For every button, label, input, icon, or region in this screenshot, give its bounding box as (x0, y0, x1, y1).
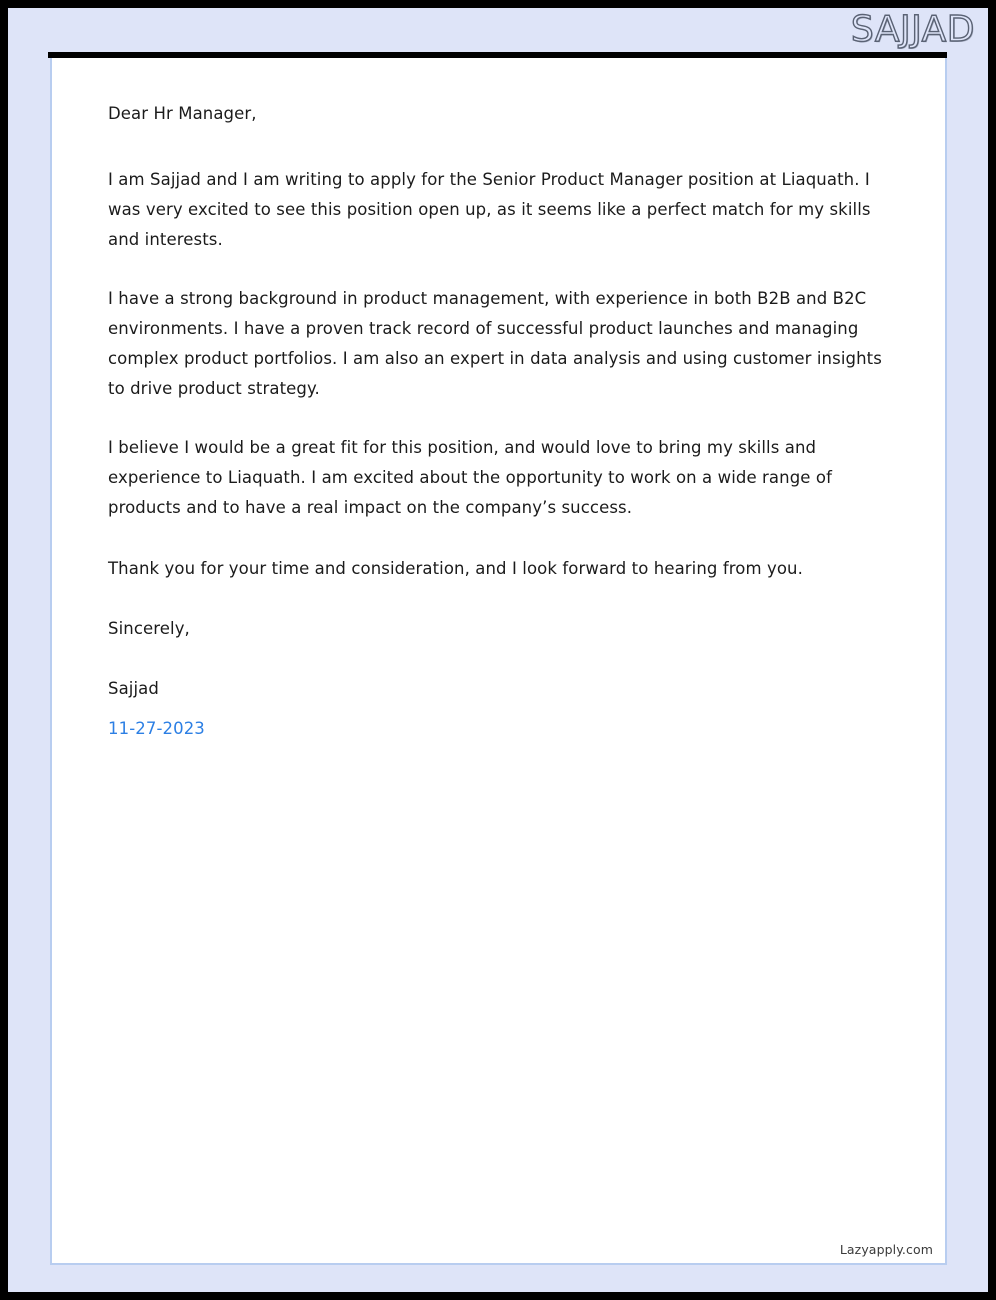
letter-paragraph-2: I have a strong background in product management, with experience in both B2B and B2C environments. I have a proven track record of successful product launches and managing complex product portfolios. I am also an expert in data analysis and using customer insights to drive product strategy. (108, 288, 882, 398)
letter-paper (50, 58, 947, 1265)
letter-body (108, 102, 905, 744)
letter-thank-you: Thank you for your time and consideration, and I look forward to hearing from you. (108, 558, 803, 578)
letter-paragraph-3: I believe I would be a great fit for this position, and would love to bring my skills and experience to Liaquath. I am excited about the opportunity to work on a wide range of products and to have a real impact on the company’s success. (108, 437, 832, 517)
letter-salutation: Dear Hr Manager, (108, 104, 257, 123)
letter-date: 11-27-2023 (108, 718, 205, 738)
footer-brand: Lazyapply.com (839, 1242, 933, 1257)
letter-closing: Sincerely, (108, 618, 190, 638)
letter-paragraph-1: I am Sajjad and I am writing to apply for the Senior Product Manager position at Liaquath. I was very excited to see this position open up, as it seems like a perfect match for my skills and interests. (108, 169, 871, 249)
page-title: SAJJAD (850, 9, 975, 50)
letter-signature: Sajjad (108, 678, 159, 698)
document-header (8, 8, 988, 52)
